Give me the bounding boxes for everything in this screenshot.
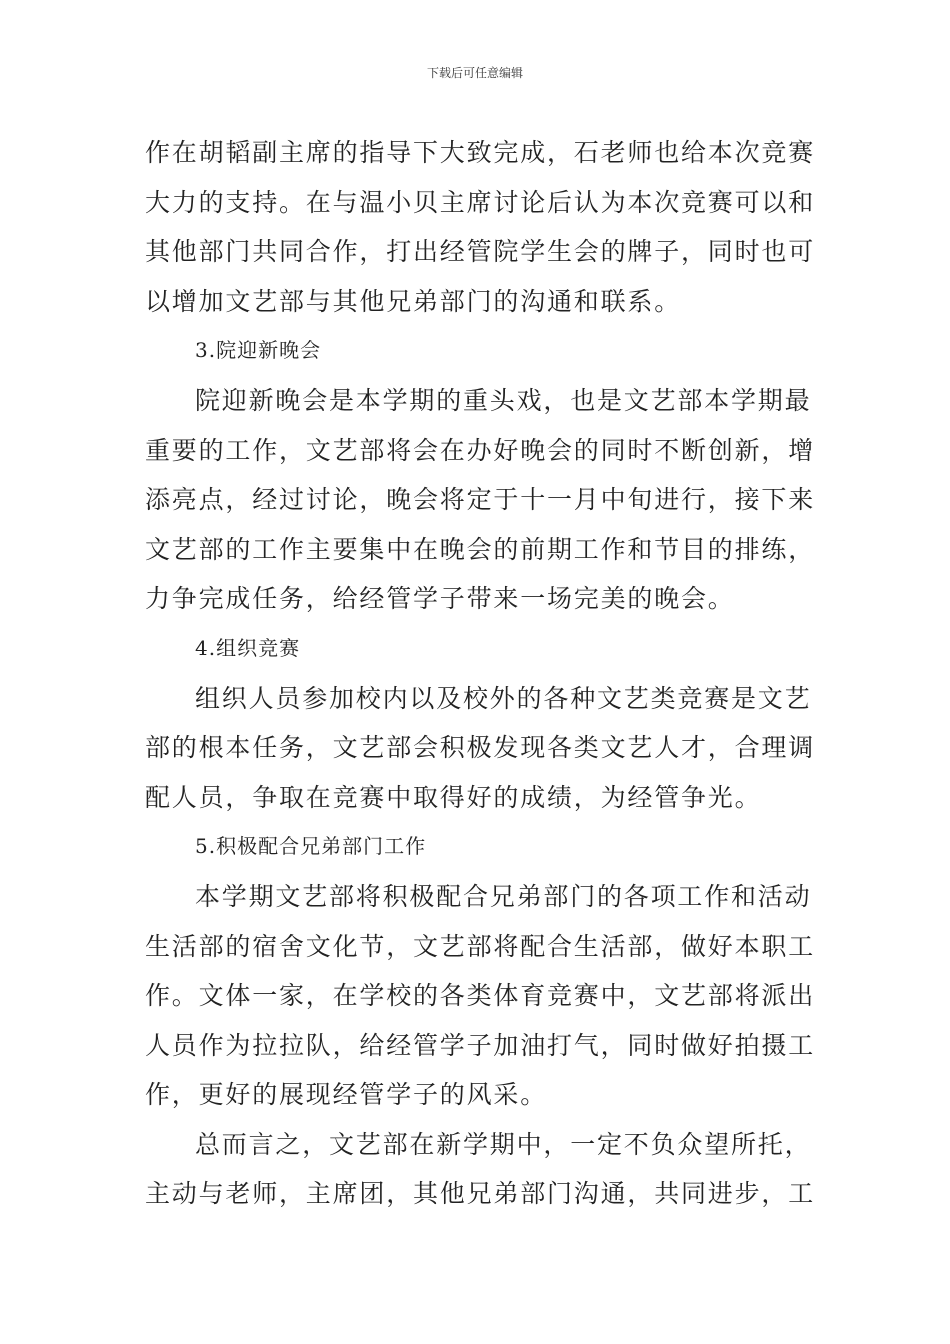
- paragraph-line: 作，更好的展现经管学子的风采。: [145, 1080, 548, 1110]
- paragraph-line: 组织人员参加校内以及校外的各种文艺类竞赛是文艺: [195, 683, 812, 713]
- page-header-note: 下载后可任意编辑: [426, 66, 523, 80]
- paragraph-line: 作在胡韬副主席的指导下大致完成，石老师也给本次竞赛: [145, 138, 816, 167]
- paragraph-line: 重要的工作，文艺部将会在办好晚会的同时不断创新，增: [145, 435, 816, 465]
- paragraph-line: 作。文体一家，在学校的各类体育竞赛中，文艺部将派出: [145, 981, 816, 1011]
- paragraph-line: 文艺部的工作主要集中在晚会的前期工作和节目的排练，: [145, 534, 816, 564]
- paragraph-line: 力争完成任务，给经管学子带来一场完美的晚会。: [145, 584, 735, 614]
- paragraph-line: 部的根本任务，文艺部会积极发现各类文艺人才，合理调: [145, 733, 816, 763]
- paragraph-line: 配人员，争取在竞赛中取得好的成绩，为经管争光。: [145, 782, 762, 812]
- paragraph-line: 主动与老师，主席团，其他兄弟部门沟通，共同进步，工: [145, 1179, 816, 1209]
- section-heading-4: 4.组织竞赛: [195, 635, 301, 660]
- paragraph-line: 添亮点，经过讨论，晚会将定于十一月中旬进行，接下来: [145, 485, 816, 515]
- paragraph-line: 其他部门共同合作，打出经管院学生会的牌子，同时也可: [145, 237, 816, 267]
- section-heading-3: 3.院迎新晚会: [195, 338, 322, 363]
- paragraph-line: 院迎新晚会是本学期的重头戏，也是文艺部本学期最: [195, 385, 812, 415]
- paragraph-line: 本学期文艺部将积极配合兄弟部门的各项工作和活动: [195, 881, 812, 911]
- document-body: [145, 128, 816, 1219]
- paragraph-line: 生活部的宿舍文化节，文艺部将配合生活部，做好本职工: [145, 931, 816, 961]
- paragraph-line: 大力的支持。在与温小贝主席讨论后认为本次竞赛可以和: [145, 187, 816, 217]
- section-heading-5: 5.积极配合兄弟部门工作: [195, 834, 427, 859]
- paragraph-line: 人员作为拉拉队，给经管学子加油打气，同时做好拍摄工: [145, 1030, 816, 1060]
- paragraph-line: 总而言之，文艺部在新学期中，一定不负众望所托，: [195, 1129, 812, 1159]
- paragraph-line: 以增加文艺部与其他兄弟部门的沟通和联系。: [145, 286, 682, 316]
